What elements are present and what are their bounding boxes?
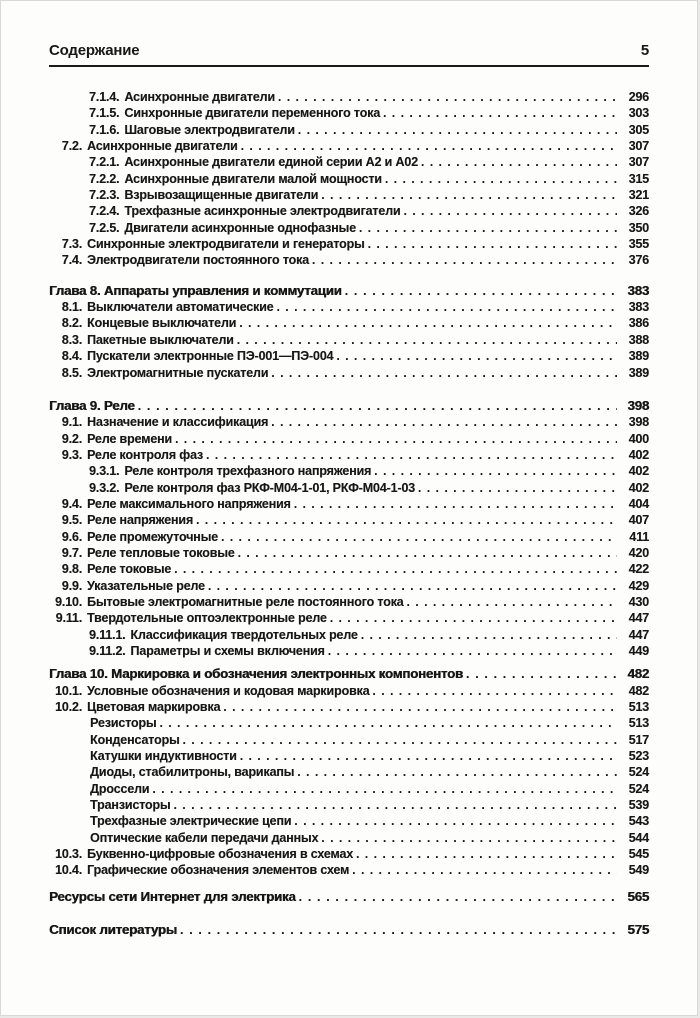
entry-title: Асинхронные двигатели xyxy=(87,139,238,154)
toc-entry xyxy=(49,732,649,748)
toc-entry xyxy=(49,666,649,682)
toc-section xyxy=(49,922,649,938)
entry-title: Реле контроля трехфазного напряжения xyxy=(124,464,372,479)
dot-leader xyxy=(345,283,617,299)
toc-entry xyxy=(49,529,649,545)
dot-leader xyxy=(277,299,618,315)
entry-title: Реле тепловые токовые xyxy=(87,545,235,560)
dot-leader xyxy=(294,813,617,829)
table-of-contents xyxy=(49,89,649,939)
dot-leader xyxy=(336,348,617,364)
toc-section xyxy=(49,889,649,905)
entry-title: Параметры и схемы включения xyxy=(130,644,325,658)
entry-page: 389 xyxy=(628,349,649,364)
entry-number: 8.2. xyxy=(61,316,82,331)
toc-entry xyxy=(49,846,649,862)
entry-number: 7.2.4. xyxy=(89,204,120,219)
dot-leader xyxy=(359,220,617,236)
toc-entry xyxy=(49,862,649,878)
toc-entry xyxy=(49,171,649,187)
entry-title: Ресурсы сети Интернет для электрика xyxy=(49,888,296,904)
toc-entry xyxy=(49,398,649,414)
toc-section xyxy=(49,398,649,660)
dot-leader xyxy=(223,699,617,715)
entry-title: Указательные реле xyxy=(87,578,205,593)
entry-page: 305 xyxy=(628,122,649,137)
entry-title: Диоды, стабилитроны, варикапы xyxy=(90,765,295,780)
entry-page: 355 xyxy=(628,237,649,252)
dot-leader xyxy=(372,683,617,699)
entry-number: 9.3.1. xyxy=(89,464,120,479)
toc-entry xyxy=(49,480,649,496)
toc-entry xyxy=(49,797,649,813)
entry-page: 543 xyxy=(628,814,649,829)
entry-page: 376 xyxy=(628,253,649,268)
entry-number: 9.3.2. xyxy=(89,480,120,495)
entry-page: 321 xyxy=(628,188,649,203)
entry-page: 482 xyxy=(628,683,649,698)
dot-leader xyxy=(208,578,617,594)
toc-entry xyxy=(49,414,649,430)
entry-number: 7.1.5. xyxy=(89,106,120,121)
toc-entry xyxy=(49,220,649,236)
dot-leader xyxy=(238,545,617,561)
dot-leader xyxy=(297,764,617,780)
entry-title: Реле максимального напряжения xyxy=(87,496,291,511)
entry-title: Твердотельные оптоэлектронные реле xyxy=(87,611,327,626)
dot-leader xyxy=(312,252,617,268)
entry-number: 8.1. xyxy=(61,300,82,315)
entry-page: 513 xyxy=(628,700,649,715)
entry-page: 411 xyxy=(629,529,649,544)
dot-leader xyxy=(403,203,617,219)
toc-entry xyxy=(49,643,649,659)
entry-title: Пакетные выключатели xyxy=(87,332,234,347)
entry-page: 420 xyxy=(628,545,649,560)
toc-entry xyxy=(49,699,649,715)
entry-title: Реле времени xyxy=(87,431,172,446)
entry-number: 9.4. xyxy=(61,496,82,511)
entry-page: 422 xyxy=(628,562,649,577)
entry-page: 296 xyxy=(628,90,649,104)
entry-page: 303 xyxy=(628,106,649,121)
dot-leader xyxy=(159,715,617,731)
toc-entry xyxy=(49,764,649,780)
dot-leader xyxy=(294,496,617,512)
dot-leader xyxy=(299,889,617,905)
entry-title: Резисторы xyxy=(90,716,157,731)
entry-title: Графические обозначения элементов схем xyxy=(87,863,350,878)
entry-page: 545 xyxy=(628,847,649,862)
dot-leader xyxy=(385,171,617,187)
entry-title: Дроссели xyxy=(90,781,150,796)
dot-leader xyxy=(352,862,617,878)
dot-leader xyxy=(421,154,617,170)
entry-number: 7.2.5. xyxy=(89,220,120,235)
dot-leader xyxy=(278,89,617,105)
dot-leader xyxy=(368,236,617,252)
entry-page: 524 xyxy=(628,765,649,780)
running-head xyxy=(49,42,649,67)
entry-title: Трехфазные асинхронные электродвигатели xyxy=(124,204,401,219)
toc-entry xyxy=(49,830,649,846)
entry-page: 447 xyxy=(628,611,649,626)
dot-leader xyxy=(173,797,617,813)
entry-title: Глава 10. Маркировка и обозначения электронных компонентов xyxy=(49,666,463,682)
toc-entry xyxy=(49,332,649,348)
entry-title: Электродвигатели постоянного тока xyxy=(87,253,309,268)
toc-entry xyxy=(49,138,649,154)
toc-entry xyxy=(49,431,649,447)
entry-page: 513 xyxy=(628,716,649,731)
toc-entry xyxy=(49,813,649,829)
dot-leader xyxy=(466,666,617,682)
entry-number: 9.5. xyxy=(61,513,82,528)
entry-page: 523 xyxy=(628,749,649,764)
entry-title: Взрывозащищенные двигатели xyxy=(124,188,319,203)
entry-title: Реле контроля фаз РКФ-М04-1-01, РКФ-М04-1-03 xyxy=(124,480,415,495)
entry-title: Трехфазные электрические цепи xyxy=(90,814,292,829)
entry-page: 449 xyxy=(628,644,649,658)
entry-title: Реле токовые xyxy=(87,562,172,577)
dot-leader xyxy=(271,365,617,381)
entry-page: 549 xyxy=(628,863,649,878)
dot-leader xyxy=(321,187,617,203)
dot-leader xyxy=(406,594,617,610)
dot-leader xyxy=(237,332,617,348)
entry-page: 383 xyxy=(628,300,649,315)
toc-entry xyxy=(49,203,649,219)
entry-page: 307 xyxy=(628,139,649,154)
entry-page: 398 xyxy=(628,415,649,430)
entry-number: 7.2.1. xyxy=(89,155,120,170)
entry-page: 404 xyxy=(628,496,649,511)
entry-page: 398 xyxy=(627,397,649,413)
entry-title: Асинхронные двигатели единой серии А2 и А02 xyxy=(124,155,418,170)
dot-leader xyxy=(175,431,617,447)
toc-entry xyxy=(49,922,649,938)
entry-title: Синхронные двигатели переменного тока xyxy=(124,106,380,121)
entry-number: 7.2.3. xyxy=(89,188,120,203)
toc-entry xyxy=(49,610,649,626)
dot-leader xyxy=(206,447,617,463)
entry-page: 565 xyxy=(627,888,649,904)
entry-number: 9.3. xyxy=(61,447,82,462)
toc-entry xyxy=(49,496,649,512)
dot-leader xyxy=(383,105,617,121)
entry-number: 9.11.2. xyxy=(89,644,126,658)
dot-leader xyxy=(328,643,617,659)
toc-entry xyxy=(49,252,649,268)
entry-page: 402 xyxy=(628,464,649,479)
entry-title: Глава 8. Аппараты управления и коммутации xyxy=(49,282,342,298)
toc-entry xyxy=(49,283,649,299)
entry-title: Асинхронные двигатели малой мощности xyxy=(124,171,382,186)
entry-title: Конденсаторы xyxy=(90,732,180,747)
toc-entry xyxy=(49,236,649,252)
toc-entry xyxy=(49,463,649,479)
running-head-title: Содержание xyxy=(49,42,140,59)
dot-leader xyxy=(418,480,617,496)
entry-title: Двигатели асинхронные однофазные xyxy=(124,220,356,235)
entry-page: 389 xyxy=(628,365,649,380)
entry-number: 8.5. xyxy=(61,365,82,380)
entry-title: Катушки индуктивности xyxy=(90,749,237,764)
dot-leader xyxy=(361,627,617,643)
entry-page: 539 xyxy=(628,798,649,813)
entry-title: Реле контроля фаз xyxy=(87,447,203,462)
entry-number: 9.11. xyxy=(55,611,82,626)
toc-entry xyxy=(49,781,649,797)
entry-title: Асинхронные двигатели xyxy=(124,90,275,104)
entry-page: 307 xyxy=(628,155,649,170)
entry-page: 383 xyxy=(627,282,649,298)
entry-number: 8.3. xyxy=(61,332,82,347)
page-number: 5 xyxy=(640,42,649,59)
entry-title: Реле промежуточные xyxy=(87,529,218,544)
entry-page: 482 xyxy=(627,666,649,682)
entry-page: 429 xyxy=(628,578,649,593)
entry-title: Список литературы xyxy=(49,922,177,938)
entry-page: 386 xyxy=(628,316,649,331)
entry-title: Электромагнитные пускатели xyxy=(87,365,269,380)
entry-title: Классификация твердотельных реле xyxy=(130,627,358,642)
toc-entry xyxy=(49,889,649,905)
entry-title: Бытовые электромагнитные реле постоянного тока xyxy=(87,594,404,609)
toc-entry xyxy=(49,299,649,315)
entry-number: 9.2. xyxy=(61,431,82,446)
toc-entry xyxy=(49,89,649,105)
entry-page: 544 xyxy=(628,830,649,845)
toc-entry xyxy=(49,512,649,528)
entry-number: 7.4. xyxy=(61,253,82,268)
dot-leader xyxy=(152,781,617,797)
entry-page: 575 xyxy=(627,922,649,938)
entry-title: Буквенно-цифровые обозначения в схемах xyxy=(87,847,353,862)
entry-number: 9.10. xyxy=(54,594,82,609)
entry-page: 407 xyxy=(628,513,649,528)
entry-page: 524 xyxy=(628,781,649,796)
toc-entry xyxy=(49,748,649,764)
entry-page: 430 xyxy=(628,594,649,609)
entry-title: Реле напряжения xyxy=(87,513,193,528)
toc-section xyxy=(49,89,649,269)
entry-title: Концевые выключатели xyxy=(87,316,237,331)
entry-title: Оптические кабели передачи данных xyxy=(90,830,319,845)
toc-section xyxy=(49,283,649,381)
entry-title: Пускатели электронные ПЭ-001—ПЭ-004 xyxy=(87,349,334,364)
entry-number: 8.4. xyxy=(61,349,82,364)
toc-entry xyxy=(49,594,649,610)
dot-leader xyxy=(356,846,617,862)
entry-page: 315 xyxy=(628,171,649,186)
entry-number: 9.1. xyxy=(61,415,82,430)
toc-entry xyxy=(49,545,649,561)
entry-title: Назначение и классификация xyxy=(87,415,269,430)
entry-number: 9.11.1. xyxy=(89,627,126,642)
entry-number: 9.6. xyxy=(61,529,82,544)
entry-title: Условные обозначения и кодовая маркировка xyxy=(87,683,370,698)
toc-entry xyxy=(49,105,649,121)
entry-title: Цветовая маркировка xyxy=(87,700,221,715)
dot-leader xyxy=(221,529,617,545)
dot-leader xyxy=(196,512,617,528)
entry-title: Синхронные электродвигатели и генераторы xyxy=(87,237,365,252)
entry-page: 400 xyxy=(628,431,649,446)
toc-entry xyxy=(49,561,649,577)
entry-number: 9.8. xyxy=(61,562,82,577)
toc-entry xyxy=(49,627,649,643)
dot-leader xyxy=(241,138,617,154)
dot-leader xyxy=(183,732,618,748)
entry-title: Глава 9. Реле xyxy=(49,397,135,413)
entry-number: 9.9. xyxy=(61,578,82,593)
entry-page: 388 xyxy=(628,332,649,347)
dot-leader xyxy=(180,922,617,938)
toc-entry xyxy=(49,447,649,463)
toc-entry xyxy=(49,578,649,594)
entry-title: Транзисторы xyxy=(90,798,171,813)
toc-section xyxy=(49,666,649,878)
entry-number: 10.1. xyxy=(54,683,82,698)
dot-leader xyxy=(240,748,617,764)
dot-leader xyxy=(321,830,617,846)
dot-leader xyxy=(271,414,617,430)
entry-number: 9.7. xyxy=(61,545,82,560)
toc-entry xyxy=(49,187,649,203)
entry-page: 402 xyxy=(628,447,649,462)
toc-entry xyxy=(49,154,649,170)
dot-leader xyxy=(298,122,617,138)
dot-leader xyxy=(374,463,617,479)
entry-number: 7.2.2. xyxy=(89,171,120,186)
entry-page: 517 xyxy=(628,732,649,747)
dot-leader xyxy=(239,315,617,331)
entry-number: 10.3. xyxy=(54,847,82,862)
toc-entry xyxy=(49,365,649,381)
dot-leader xyxy=(174,561,617,577)
entry-number: 7.3. xyxy=(61,237,82,252)
entry-number: 7.1.6. xyxy=(89,122,120,137)
toc-entry xyxy=(49,315,649,331)
toc-entry xyxy=(49,122,649,138)
entry-page: 447 xyxy=(628,627,649,642)
entry-title: Выключатели автоматические xyxy=(87,300,274,315)
entry-page: 402 xyxy=(628,480,649,495)
entry-title: Шаговые электродвигатели xyxy=(124,122,295,137)
entry-number: 10.2. xyxy=(54,700,82,715)
toc-entry xyxy=(49,715,649,731)
entry-page: 326 xyxy=(628,204,649,219)
toc-entry xyxy=(49,348,649,364)
entry-number: 7.2. xyxy=(61,139,82,154)
entry-number: 10.4. xyxy=(54,863,82,878)
entry-page: 350 xyxy=(628,220,649,235)
dot-leader xyxy=(138,398,617,414)
toc-entry xyxy=(49,683,649,699)
dot-leader xyxy=(330,610,617,626)
entry-number: 7.1.4. xyxy=(89,90,120,104)
